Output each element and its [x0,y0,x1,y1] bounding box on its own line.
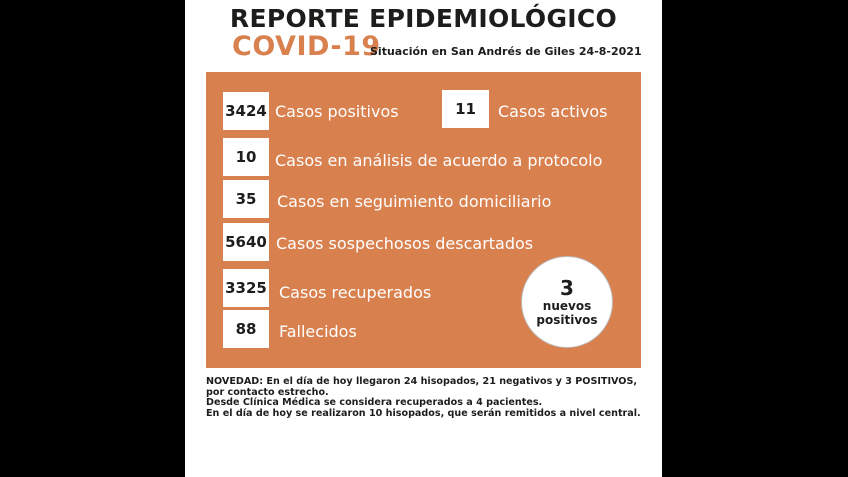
fallecidos-label: Fallecidos [279,322,357,341]
analisis-label: Casos en análisis de acuerdo a protocolo [275,151,603,170]
novedad-notes [206,377,651,419]
report-title: REPORTE EPIDEMIOLÓGICO [229,4,618,33]
report-sheet [185,0,662,477]
note-line-4: En el día de hoy se realizaron 10 hisopados, que serán remitidos a nivel central. [206,407,641,419]
activos-label: Casos activos [498,102,608,121]
activos-count: 11 [442,90,489,128]
analisis-count: 10 [223,138,269,176]
positivos-count: 3424 [223,92,269,130]
recuperados-count: 3325 [223,269,269,307]
nuevos-line2: positivos [536,313,598,327]
seguimiento-label: Casos en seguimiento domiciliario [277,192,552,211]
nuevos-line1: nuevos [542,299,592,313]
nuevos-count: 3 [560,276,574,300]
seguimiento-count: 35 [223,180,269,218]
descartados-count: 5640 [223,223,269,261]
note-line-2: por contacto estrecho. [206,386,329,398]
note-line-3: Desde Clínica Médica se considera recuperados a 4 pacientes. [206,397,543,409]
descartados-label: Casos sospechosos descartados [276,234,534,253]
note-line-1: NOVEDAD: En el día de hoy llegaron 24 hisopados, 21 negativos y 3 POSITIVOS, [206,376,638,387]
situation-line: Situación en San Andrés de Giles 24-8-2021 [370,45,642,58]
nuevos-positivos-badge [521,256,613,348]
recuperados-label: Casos recuperados [279,283,432,302]
fallecidos-count: 88 [223,310,269,348]
covid-heading: COVID-19 [232,31,381,62]
positivos-label: Casos positivos [275,102,399,121]
